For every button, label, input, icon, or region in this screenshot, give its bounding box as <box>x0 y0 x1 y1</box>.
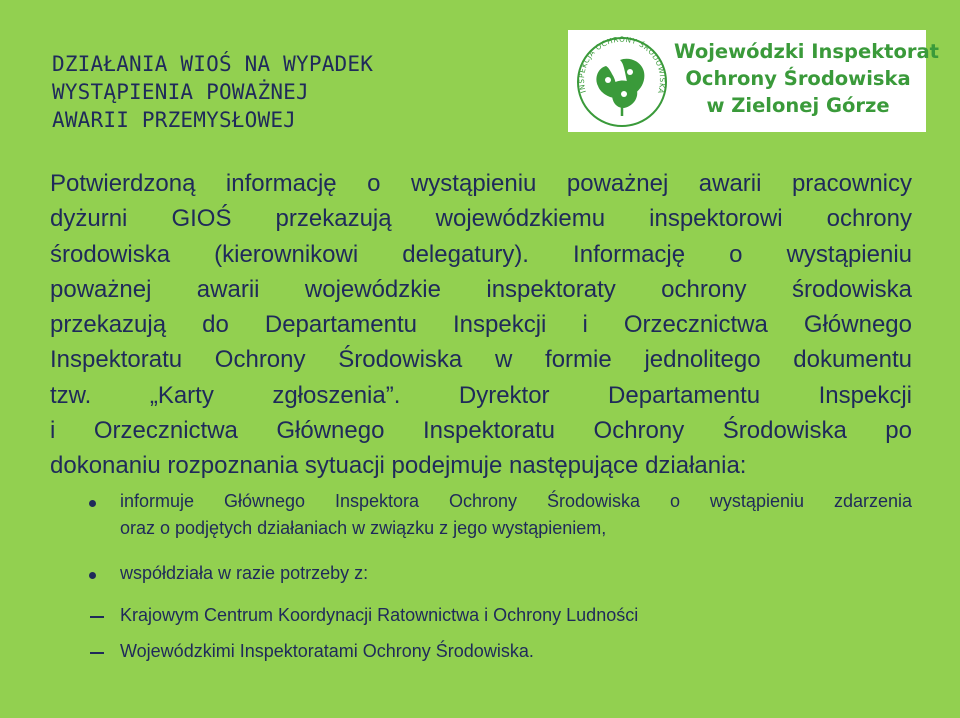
logo-line-2: Ochrony Środowiska <box>685 67 911 90</box>
bullet-text: oraz o podjętych działaniach w związku z jego wystąpieniem, <box>120 518 607 538</box>
seal-text: INSPEKCJA OCHRONY ŚRODOWISKA <box>576 34 668 96</box>
paragraph-line: dyżurni GIOŚ przekazują wojewódzkiemu inspektorowi ochrony <box>50 205 912 233</box>
title-line-2: WYSTĄPIENIA POWAŻNEJ <box>52 80 309 104</box>
paragraph-line: i Orzecznictwa Głównego Inspektoratu Ochrony Środowiska po <box>50 417 912 445</box>
paragraph-line: Inspektoratu Ochrony Środowiska w formie jednolitego dokumentu <box>50 346 912 374</box>
paragraph-line: dokonaniu rozpoznania sytuacji podejmuje następujące działania: <box>50 452 747 480</box>
sub-bullet-text: Krajowym Centrum Koordynacji Ratownictwa i Ochrony Ludności <box>120 605 639 625</box>
sub-bullet-text: Wojewódzkimi Inspektoratami Ochrony Środowiska. <box>120 641 534 661</box>
title-line-3: AWARII PRZEMYSŁOWEJ <box>52 108 297 132</box>
bullet-dot <box>89 500 96 507</box>
bullet-text: informuje Głównego Inspektora Ochrony Środowiska o wystąpieniu zdarzenia <box>120 491 912 511</box>
wios-logo <box>568 30 939 132</box>
paragraph-line: poważnej awarii wojewódzkie inspektoraty ochrony środowiska <box>50 275 912 303</box>
logo-line-3: w Zielonej Górze <box>706 94 890 117</box>
bullet-dot <box>89 572 96 579</box>
bullet-text: współdziała w razie potrzeby z: <box>120 563 369 583</box>
paragraph-line: przekazują do Departamentu Inspekcji i Orzecznictwa Głównego <box>50 311 912 339</box>
main-paragraph <box>50 166 912 484</box>
logo-line-1: Wojewódzki Inspektorat <box>674 40 939 63</box>
dash-mark <box>90 616 104 618</box>
dash-mark <box>90 652 104 654</box>
paragraph-line: tzw. „Karty zgłoszenia”. Dyrektor Departamentu Inspekcji <box>50 381 912 409</box>
paragraph-line: środowiska (kierownikowi delegatury). Informację o wystąpieniu <box>50 240 912 268</box>
paragraph-line: Potwierdzoną informację o wystąpieniu poważnej awarii pracownicy <box>50 170 912 197</box>
title-line-1: DZIAŁANIA WIOŚ NA WYPADEK <box>52 52 374 76</box>
slide-title <box>52 50 532 134</box>
leaf-seal-icon <box>572 32 672 130</box>
logo-text <box>674 38 939 119</box>
